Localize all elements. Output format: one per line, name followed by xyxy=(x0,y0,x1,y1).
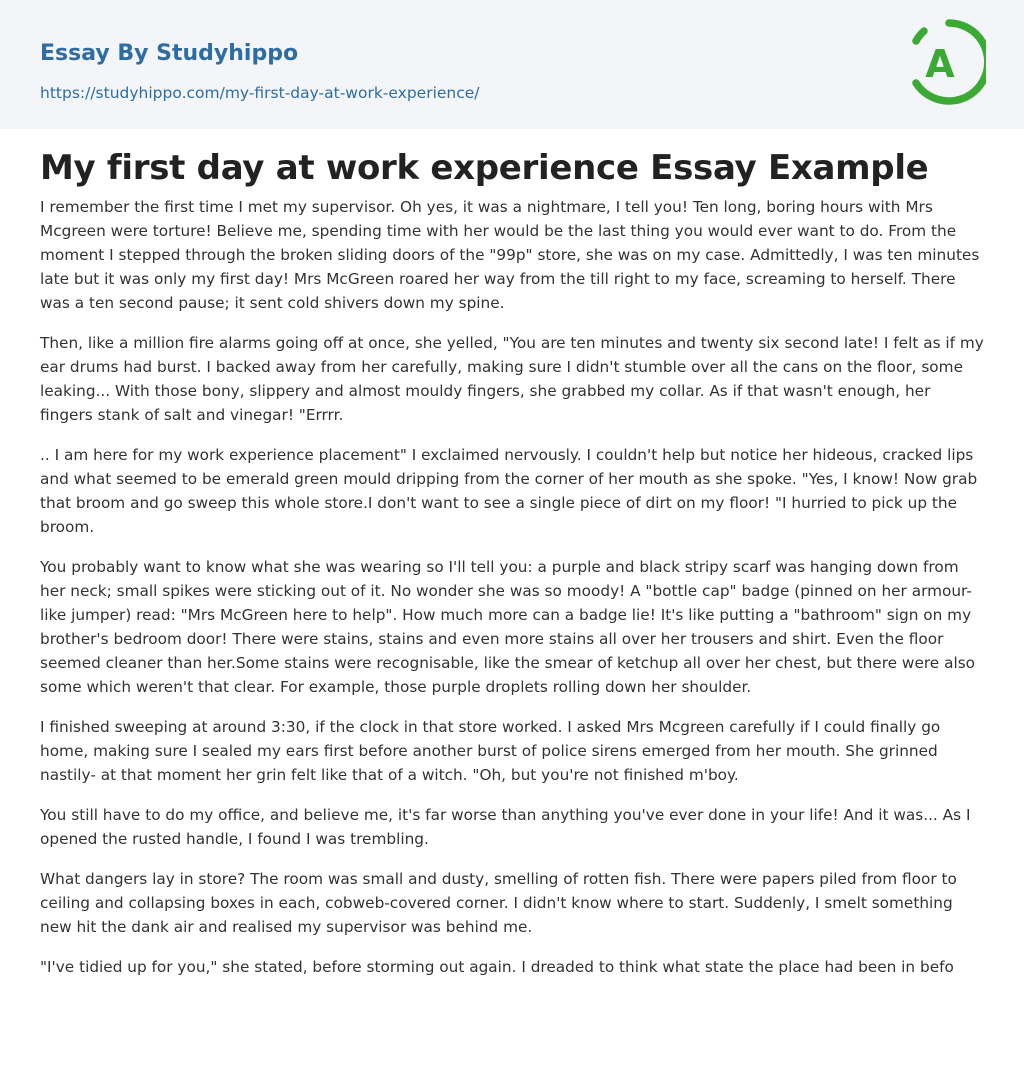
brand-name[interactable]: Essay By Studyhippo xyxy=(40,41,299,66)
essay-paragraph: "I've tidied up for you," she stated, before storming out again. I dreaded to think what state the place had been in befo xyxy=(40,958,954,976)
essay-paragraph: You probably want to know what she was wearing so I'll tell you: a purple and black stripy scarf was hanging down from her neck; small spikes were sticking out of it. No wonder she was so moody! A "bottle cap" badge (pinned on her armour-like jumper) read: "Mrs McGreen here to help". How much more can a badge lie! It's like putting a "bathroom" sign on my brother's bedroom door! There were stains, stains and even more stains all over her trousers and shirt. Even the floor seemed cleaner than her.Some stains were recognisable, like the smear of ketchup all over her chest, but there were also some which weren't that clear. For example, those purple droplets rolling down her shoulder. xyxy=(40,558,976,696)
logo-letter: A xyxy=(925,42,955,86)
essay-paragraph: I remember the first time I met my supervisor. Oh yes, it was a nightmare, I tell you! Ten long, boring hours with Mrs Mcgreen were torture! Believe me, spending time with her would be the last thing you would ever want to do. From the moment I stepped through the broken sliding doors of the "99p" store, she was on my case. Admittedly, I was ten minutes late but it was only my first day! Mrs McGreen roared her way from the till right to my face, screaming to herself. There was a ten second pause; it sent cold shivers down my spine. xyxy=(40,198,980,312)
essay-paragraph: I finished sweeping at around 3:30, if the clock in that store worked. I asked Mrs Mcgreen carefully if I could finally go home, making sure I sealed my ears first before another burst of police sirens emerged from her mouth. She grinned nastily- at that moment her grin felt like that of a witch. "Oh, but you're not finished m'boy. xyxy=(40,718,941,784)
essay-body xyxy=(40,195,984,979)
page-title: My first day at work experience Essay Example xyxy=(40,148,929,188)
studyhippo-logo-icon[interactable] xyxy=(912,19,986,105)
source-url-link[interactable]: https://studyhippo.com/my-first-day-at-work-experience/ xyxy=(40,84,480,102)
essay-paragraph: Then, like a million fire alarms going off at once, she yelled, "You are ten minutes and twenty six second late! I felt as if my ear drums had burst. I backed away from her carefully, making sure I didn't stumble over all the cans on the floor, some leaking... With those bony, slippery and almost mouldy fingers, she grabbed my collar. As if that wasn't enough, her fingers stank of salt and vinegar! "Errrr. xyxy=(40,334,984,424)
essay-paragraph: .. I am here for my work experience placement" I exclaimed nervously. I couldn't help but notice her hideous, cracked lips and what seemed to be emerald green mould dripping from the corner of her mouth as she spoke. "Yes, I know! Now grab that broom and go sweep this whole store.I don't want to see a single piece of dirt on my floor! "I hurried to pick up the broom. xyxy=(40,446,978,536)
essay-paragraph: You still have to do my office, and believe me, it's far worse than anything you've ever done in your life! And it was... As I opened the rusted handle, I found I was trembling. xyxy=(40,806,971,848)
essay-paragraph: What dangers lay in store? The room was small and dusty, smelling of rotten fish. There were papers piled from floor to ceiling and collapsing boxes in each, cobweb-covered corner. I didn't know where to start. Suddenly, I smelt something new hit the dank air and realised my supervisor was behind me. xyxy=(40,870,957,936)
essay-main xyxy=(0,129,1024,979)
site-header xyxy=(0,0,1024,129)
